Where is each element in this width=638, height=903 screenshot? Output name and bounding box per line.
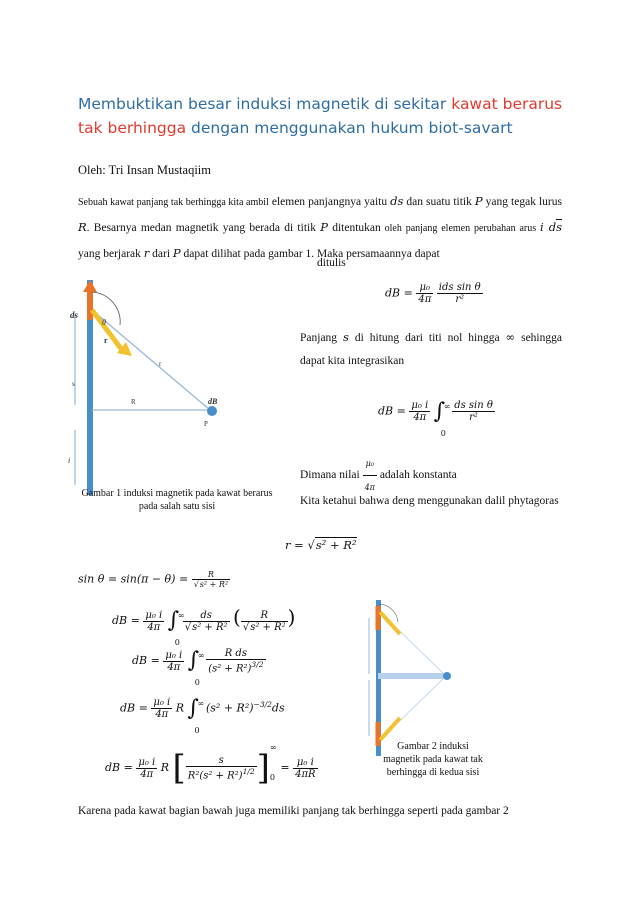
panjang-text: Panjang s di hitung dari titi nol hingga ∞ sehingga dapat kita integrasikan xyxy=(300,330,562,367)
figure-1 xyxy=(62,270,242,495)
figure-2-caption: Gambar 2 induksi magnetik pada kawat tak berhingga di kedua sisi xyxy=(383,741,483,778)
svg-text:ds⃗: ds⃗ xyxy=(70,310,86,320)
equation-4: dB = $\frac{\text{μ₀ i}}{4\pi}$ ∫ ∞ 0 $\frac{\text{R ds}}{(s^2 + R^2)^{3/2}}$ xyxy=(132,648,264,688)
figure-2 xyxy=(358,598,473,758)
theta-arc xyxy=(92,292,120,325)
intro-paragraph: Sebuah kawat panjang tak berhingga kita ambil elemen panjangnya yaitu ds dan suatu titik P yang tegak lurus R. Besarnya medan magnetik yang berada di titik P ditentukan oleh panjang elemen perubahan arus i $d\overline{s}$ yang berjarak r dari P dapat dilihat pada gambar 1. Maka persamaannya dapat xyxy=(78,194,562,260)
svg-text:dB⃗: dB⃗ xyxy=(208,397,224,406)
dimana-text: Dimana nilai $\frac{\text{μ₀}}{4\pi}$ adalah konstanta xyxy=(300,452,457,499)
title-part-3: dengan menggunakan hukum biot-savart xyxy=(186,119,513,137)
svg-text:i: i xyxy=(68,456,71,465)
phytagoras-text: Kita ketahui bahwa deng menggunakan dalil phytagoras xyxy=(300,495,559,507)
author-line: Oleh: Tri Insan Mustaqiim xyxy=(78,163,211,177)
footer-text: Karena pada kawat bagian bawah juga memiliki panjang tak berhingga seperti pada gambar 2 xyxy=(78,805,509,817)
title-highlight: kawat berarus tak berhingga xyxy=(78,95,563,137)
figure-1-caption: Gambar 1 induksi magnetik pada kawat berarus pada salah satu sisi xyxy=(81,488,273,512)
r-line xyxy=(92,310,210,410)
equation-sin: sin θ = sin(π − θ) = $\frac{R}{\text{√s² + R²}}$ xyxy=(78,570,229,589)
svg-text:s: s xyxy=(72,380,75,388)
ds-arrow-head xyxy=(83,280,97,292)
equation-r: r = √s² + R² xyxy=(285,538,357,552)
equation-3: dB = $\frac{\text{μ₀ i}}{4\pi}$ ∫ ∞ 0 $\frac{ds}{\text{√s² + R²}}$ ( $\frac{R}{\text{√s² + R²}}$ ) xyxy=(112,605,296,647)
ditulis-text: ditulis xyxy=(317,257,346,269)
point-p xyxy=(207,406,217,416)
document-title xyxy=(78,92,568,140)
equation-2: dB = $\frac{\text{μ₀ i}}{4\pi}$ ∫ ∞ 0 $\frac{\text{ds sin θ}}{\text{r²}}$ xyxy=(378,398,493,438)
equation-1: dB = $\frac{\text{μ₀}}{4\pi}$ $\frac{\text{ids sin θ}}{\text{r²}}$ xyxy=(385,282,481,305)
svg-text:θ: θ xyxy=(102,318,106,327)
equation-6: dB = $\frac{\text{μ₀ i}}{4\pi}$ R [ $\frac{s}{R^2(s^2 + R^2)^{1/2}}$ ] ∞ 0 = $\frac{\text{μ₀ i}}{4\pi R}$ xyxy=(105,743,316,788)
svg-text:r: r xyxy=(104,336,108,345)
title-part-1: Membuktikan besar induksi magnetik di sekitar xyxy=(78,95,452,113)
svg-text:P: P xyxy=(204,420,208,428)
svg-text:r: r xyxy=(159,360,162,368)
svg-text:R: R xyxy=(131,398,136,406)
equation-5: dB = $\frac{\text{μ₀ i}}{4\pi}$ R ∫ ∞ 0 $(s^2 + R^2)^{-3/2}ds$ xyxy=(120,695,285,735)
